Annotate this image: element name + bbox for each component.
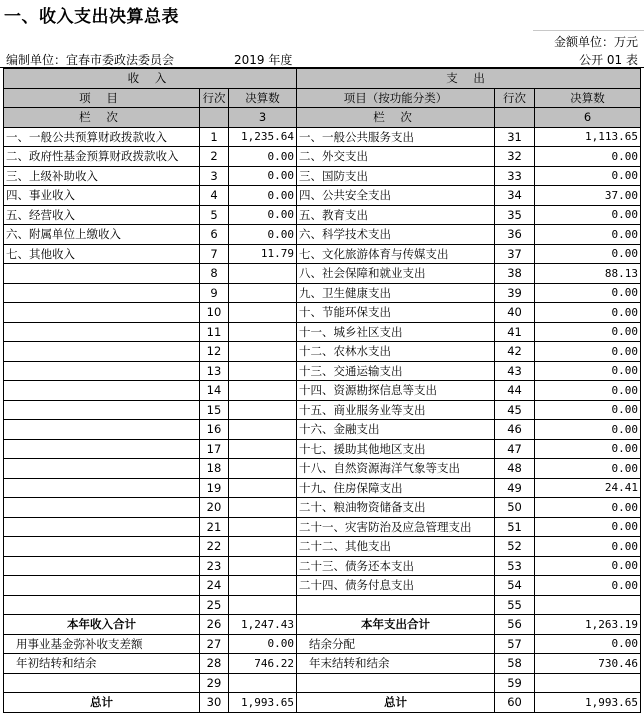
income-line-number: 3 bbox=[200, 166, 229, 186]
expense-line-number: 41 bbox=[495, 322, 535, 342]
income-item-label: 六、附属单位上缴收入 bbox=[4, 225, 200, 245]
expense-item-label: 六、科学技术支出 bbox=[297, 225, 495, 245]
table-row bbox=[4, 439, 641, 459]
expense-item-label: 一、一般公共服务支出 bbox=[297, 127, 495, 147]
income-total-label: 本年收入合计 bbox=[4, 615, 200, 635]
table-row bbox=[4, 576, 641, 596]
expense-item-label: 三、国防支出 bbox=[297, 166, 495, 186]
expense-line-number: 35 bbox=[495, 205, 535, 225]
table-row bbox=[4, 205, 641, 225]
expense-line-number: 45 bbox=[495, 400, 535, 420]
expense-item-label: 二、外交支出 bbox=[297, 147, 495, 167]
income-line-number: 30 bbox=[200, 693, 229, 713]
expense-amount: 0.00 bbox=[535, 556, 641, 576]
income-expense-table bbox=[3, 68, 641, 713]
expense-item-label: 二十三、债务还本支出 bbox=[297, 556, 495, 576]
expense-item-label: 七、文化旅游体育与传媒支出 bbox=[297, 244, 495, 264]
expense-total-amount: 0.00 bbox=[535, 634, 641, 654]
expense-line-number: 50 bbox=[495, 498, 535, 518]
income-item-label bbox=[4, 517, 200, 537]
expense-line-number: 56 bbox=[495, 615, 535, 635]
income-item-label bbox=[4, 264, 200, 284]
income-item-label bbox=[4, 361, 200, 381]
expense-amount bbox=[535, 595, 641, 615]
income-amount bbox=[229, 283, 297, 303]
income-total-label bbox=[4, 673, 200, 693]
expense-item-label: 十、节能环保支出 bbox=[297, 303, 495, 323]
income-line-number: 1 bbox=[200, 127, 229, 147]
income-item-header: 项 目 bbox=[4, 88, 200, 108]
income-column-blank bbox=[200, 108, 229, 128]
income-amount bbox=[229, 576, 297, 596]
income-amount: 0.00 bbox=[229, 186, 297, 206]
table-row bbox=[4, 225, 641, 245]
income-total-amount: 0.00 bbox=[229, 634, 297, 654]
expense-column-number: 6 bbox=[535, 108, 641, 128]
income-amount: 0.00 bbox=[229, 166, 297, 186]
income-line-header: 行次 bbox=[200, 88, 229, 108]
income-line-number: 17 bbox=[200, 439, 229, 459]
expense-line-number: 36 bbox=[495, 225, 535, 245]
expense-amount: 1,113.65 bbox=[535, 127, 641, 147]
total-row bbox=[4, 693, 641, 713]
expense-line-number: 48 bbox=[495, 459, 535, 479]
total-row bbox=[4, 654, 641, 674]
table-row bbox=[4, 264, 641, 284]
expense-column-blank bbox=[495, 108, 535, 128]
income-amount bbox=[229, 303, 297, 323]
income-total-amount: 1,247.43 bbox=[229, 615, 297, 635]
expense-amount: 0.00 bbox=[535, 420, 641, 440]
table-row bbox=[4, 381, 641, 401]
table-row bbox=[4, 322, 641, 342]
income-amount bbox=[229, 264, 297, 284]
income-item-label bbox=[4, 459, 200, 479]
expense-total-label bbox=[297, 673, 495, 693]
expense-item-label: 十五、商业服务业等支出 bbox=[297, 400, 495, 420]
expense-amount: 0.00 bbox=[535, 537, 641, 557]
expense-line-number: 57 bbox=[495, 634, 535, 654]
table-row bbox=[4, 147, 641, 167]
expense-total-amount: 1,993.65 bbox=[535, 693, 641, 713]
income-line-number: 10 bbox=[200, 303, 229, 323]
table-row bbox=[4, 595, 641, 615]
expense-line-number: 32 bbox=[495, 147, 535, 167]
income-line-number: 4 bbox=[200, 186, 229, 206]
expense-total-label: 本年支出合计 bbox=[297, 615, 495, 635]
income-line-number: 9 bbox=[200, 283, 229, 303]
expense-line-number: 59 bbox=[495, 673, 535, 693]
expense-item-label: 二十、粮油物资储备支出 bbox=[297, 498, 495, 518]
income-item-label: 七、其他收入 bbox=[4, 244, 200, 264]
table-row bbox=[4, 127, 641, 147]
income-item-label bbox=[4, 303, 200, 323]
form-number: 公开 01 表 bbox=[579, 53, 638, 67]
expense-item-label: 五、教育支出 bbox=[297, 205, 495, 225]
expense-item-label: 十九、住房保障支出 bbox=[297, 478, 495, 498]
expense-total-amount bbox=[535, 673, 641, 693]
total-row bbox=[4, 615, 641, 635]
expense-amount: 0.00 bbox=[535, 459, 641, 479]
income-line-number: 15 bbox=[200, 400, 229, 420]
expense-total-label: 年末结转和结余 bbox=[297, 654, 495, 674]
income-line-number: 25 bbox=[200, 595, 229, 615]
income-amount bbox=[229, 498, 297, 518]
expense-amount-header: 决算数 bbox=[535, 88, 641, 108]
expense-amount: 0.00 bbox=[535, 244, 641, 264]
expense-amount: 88.13 bbox=[535, 264, 641, 284]
org-name: 编制单位：宜春市委政法委员会 bbox=[6, 53, 175, 67]
income-total-label: 年初结转和结余 bbox=[4, 654, 200, 674]
expense-line-number: 46 bbox=[495, 420, 535, 440]
income-item-label bbox=[4, 537, 200, 557]
table-row bbox=[4, 186, 641, 206]
expense-amount: 0.00 bbox=[535, 205, 641, 225]
expense-line-number: 37 bbox=[495, 244, 535, 264]
expense-item-label: 八、社会保障和就业支出 bbox=[297, 264, 495, 284]
expense-amount: 0.00 bbox=[535, 576, 641, 596]
total-row bbox=[4, 673, 641, 693]
income-total-label: 用事业基金弥补收支差额 bbox=[4, 634, 200, 654]
income-line-number: 20 bbox=[200, 498, 229, 518]
income-amount: 0.00 bbox=[229, 225, 297, 245]
income-amount bbox=[229, 595, 297, 615]
income-item-label bbox=[4, 576, 200, 596]
income-line-number: 8 bbox=[200, 264, 229, 284]
table-row bbox=[4, 303, 641, 323]
income-item-label bbox=[4, 478, 200, 498]
income-item-label bbox=[4, 342, 200, 362]
expense-amount: 0.00 bbox=[535, 517, 641, 537]
expense-amount: 0.00 bbox=[535, 498, 641, 518]
expense-line-number: 58 bbox=[495, 654, 535, 674]
income-amount bbox=[229, 420, 297, 440]
income-line-number: 29 bbox=[200, 673, 229, 693]
expense-line-number: 38 bbox=[495, 264, 535, 284]
table-row bbox=[4, 244, 641, 264]
expense-item-label: 二十一、灾害防治及应急管理支出 bbox=[297, 517, 495, 537]
table-row bbox=[4, 498, 641, 518]
income-line-number: 22 bbox=[200, 537, 229, 557]
income-total-label: 总计 bbox=[4, 693, 200, 713]
expense-amount: 0.00 bbox=[535, 439, 641, 459]
expense-item-label: 二十二、其他支出 bbox=[297, 537, 495, 557]
income-amount-header: 决算数 bbox=[229, 88, 297, 108]
income-line-number: 12 bbox=[200, 342, 229, 362]
income-section-header: 收 入 bbox=[4, 69, 297, 89]
total-row bbox=[4, 634, 641, 654]
expense-line-header: 行次 bbox=[495, 88, 535, 108]
expense-line-number: 55 bbox=[495, 595, 535, 615]
income-line-number: 27 bbox=[200, 634, 229, 654]
income-item-label: 一、一般公共预算财政拨款收入 bbox=[4, 127, 200, 147]
expense-amount: 0.00 bbox=[535, 342, 641, 362]
expense-line-number: 43 bbox=[495, 361, 535, 381]
expense-amount: 0.00 bbox=[535, 381, 641, 401]
income-total-amount: 1,993.65 bbox=[229, 693, 297, 713]
income-line-number: 19 bbox=[200, 478, 229, 498]
expense-amount: 0.00 bbox=[535, 225, 641, 245]
expense-item-label bbox=[297, 595, 495, 615]
table-row bbox=[4, 537, 641, 557]
income-amount bbox=[229, 517, 297, 537]
expense-line-number: 42 bbox=[495, 342, 535, 362]
income-amount bbox=[229, 537, 297, 557]
expense-item-label: 十二、农林水支出 bbox=[297, 342, 495, 362]
income-column-number: 3 bbox=[229, 108, 297, 128]
expense-line-number: 53 bbox=[495, 556, 535, 576]
income-amount bbox=[229, 556, 297, 576]
income-column-label: 栏 次 bbox=[4, 108, 200, 128]
income-amount bbox=[229, 459, 297, 479]
income-line-number: 18 bbox=[200, 459, 229, 479]
expense-amount: 37.00 bbox=[535, 186, 641, 206]
income-amount: 0.00 bbox=[229, 205, 297, 225]
income-amount bbox=[229, 478, 297, 498]
income-line-number: 23 bbox=[200, 556, 229, 576]
amount-unit: 金额单位：万元 bbox=[553, 35, 638, 49]
fiscal-year: 2019 年度 bbox=[234, 53, 293, 67]
expense-line-number: 51 bbox=[495, 517, 535, 537]
income-line-number: 13 bbox=[200, 361, 229, 381]
expense-item-label: 十三、交通运输支出 bbox=[297, 361, 495, 381]
income-item-label bbox=[4, 400, 200, 420]
income-item-label bbox=[4, 595, 200, 615]
expense-total-amount: 1,263.19 bbox=[535, 615, 641, 635]
table-row bbox=[4, 556, 641, 576]
table-row bbox=[4, 400, 641, 420]
expense-total-label: 总计 bbox=[297, 693, 495, 713]
unit-divider bbox=[533, 30, 644, 31]
income-item-label: 四、事业收入 bbox=[4, 186, 200, 206]
expense-line-number: 52 bbox=[495, 537, 535, 557]
income-line-number: 16 bbox=[200, 420, 229, 440]
expense-line-number: 54 bbox=[495, 576, 535, 596]
table-row bbox=[4, 517, 641, 537]
expense-item-label: 九、卫生健康支出 bbox=[297, 283, 495, 303]
expense-section-header: 支 出 bbox=[297, 69, 641, 89]
income-amount bbox=[229, 322, 297, 342]
expense-amount: 0.00 bbox=[535, 166, 641, 186]
income-item-label: 三、上级补助收入 bbox=[4, 166, 200, 186]
expense-amount: 0.00 bbox=[535, 400, 641, 420]
expense-line-number: 39 bbox=[495, 283, 535, 303]
income-amount: 11.79 bbox=[229, 244, 297, 264]
income-line-number: 14 bbox=[200, 381, 229, 401]
income-amount bbox=[229, 342, 297, 362]
table-row bbox=[4, 342, 641, 362]
table-row bbox=[4, 459, 641, 479]
expense-total-amount: 730.46 bbox=[535, 654, 641, 674]
income-amount: 0.00 bbox=[229, 147, 297, 167]
income-line-number: 2 bbox=[200, 147, 229, 167]
income-amount bbox=[229, 400, 297, 420]
expense-line-number: 34 bbox=[495, 186, 535, 206]
expense-amount: 0.00 bbox=[535, 303, 641, 323]
expense-item-label: 四、公共安全支出 bbox=[297, 186, 495, 206]
income-amount bbox=[229, 381, 297, 401]
expense-line-number: 33 bbox=[495, 166, 535, 186]
income-item-label bbox=[4, 322, 200, 342]
income-line-number: 21 bbox=[200, 517, 229, 537]
expense-item-header: 项目（按功能分类） bbox=[297, 88, 495, 108]
income-item-label bbox=[4, 439, 200, 459]
income-item-label bbox=[4, 498, 200, 518]
income-item-label bbox=[4, 556, 200, 576]
table-row bbox=[4, 478, 641, 498]
income-line-number: 24 bbox=[200, 576, 229, 596]
income-amount: 1,235.64 bbox=[229, 127, 297, 147]
income-line-number: 5 bbox=[200, 205, 229, 225]
expense-column-label: 栏 次 bbox=[297, 108, 495, 128]
income-line-number: 6 bbox=[200, 225, 229, 245]
income-amount bbox=[229, 361, 297, 381]
expense-amount: 0.00 bbox=[535, 361, 641, 381]
expense-amount: 0.00 bbox=[535, 147, 641, 167]
expense-item-label: 十一、城乡社区支出 bbox=[297, 322, 495, 342]
table-row bbox=[4, 361, 641, 381]
income-line-number: 26 bbox=[200, 615, 229, 635]
table-row bbox=[4, 420, 641, 440]
expense-line-number: 60 bbox=[495, 693, 535, 713]
table-row bbox=[4, 166, 641, 186]
income-item-label bbox=[4, 420, 200, 440]
expense-item-label: 十七、援助其他地区支出 bbox=[297, 439, 495, 459]
expense-line-number: 31 bbox=[495, 127, 535, 147]
expense-item-label: 十六、金融支出 bbox=[297, 420, 495, 440]
income-item-label: 二、政府性基金预算财政拨款收入 bbox=[4, 147, 200, 167]
income-line-number: 11 bbox=[200, 322, 229, 342]
table-row bbox=[4, 283, 641, 303]
expense-item-label: 十四、资源勘探信息等支出 bbox=[297, 381, 495, 401]
income-total-amount bbox=[229, 673, 297, 693]
income-amount bbox=[229, 439, 297, 459]
income-item-label bbox=[4, 283, 200, 303]
expense-line-number: 47 bbox=[495, 439, 535, 459]
income-total-amount: 746.22 bbox=[229, 654, 297, 674]
income-line-number: 28 bbox=[200, 654, 229, 674]
expense-amount: 0.00 bbox=[535, 322, 641, 342]
income-item-label bbox=[4, 381, 200, 401]
income-item-label: 五、经营收入 bbox=[4, 205, 200, 225]
page-title: 一、收入支出决算总表 bbox=[4, 7, 179, 27]
expense-line-number: 49 bbox=[495, 478, 535, 498]
expense-item-label: 十八、自然资源海洋气象等支出 bbox=[297, 459, 495, 479]
expense-amount: 24.41 bbox=[535, 478, 641, 498]
income-line-number: 7 bbox=[200, 244, 229, 264]
expense-line-number: 40 bbox=[495, 303, 535, 323]
expense-item-label: 二十四、债务付息支出 bbox=[297, 576, 495, 596]
expense-total-label: 结余分配 bbox=[297, 634, 495, 654]
expense-amount: 0.00 bbox=[535, 283, 641, 303]
expense-line-number: 44 bbox=[495, 381, 535, 401]
